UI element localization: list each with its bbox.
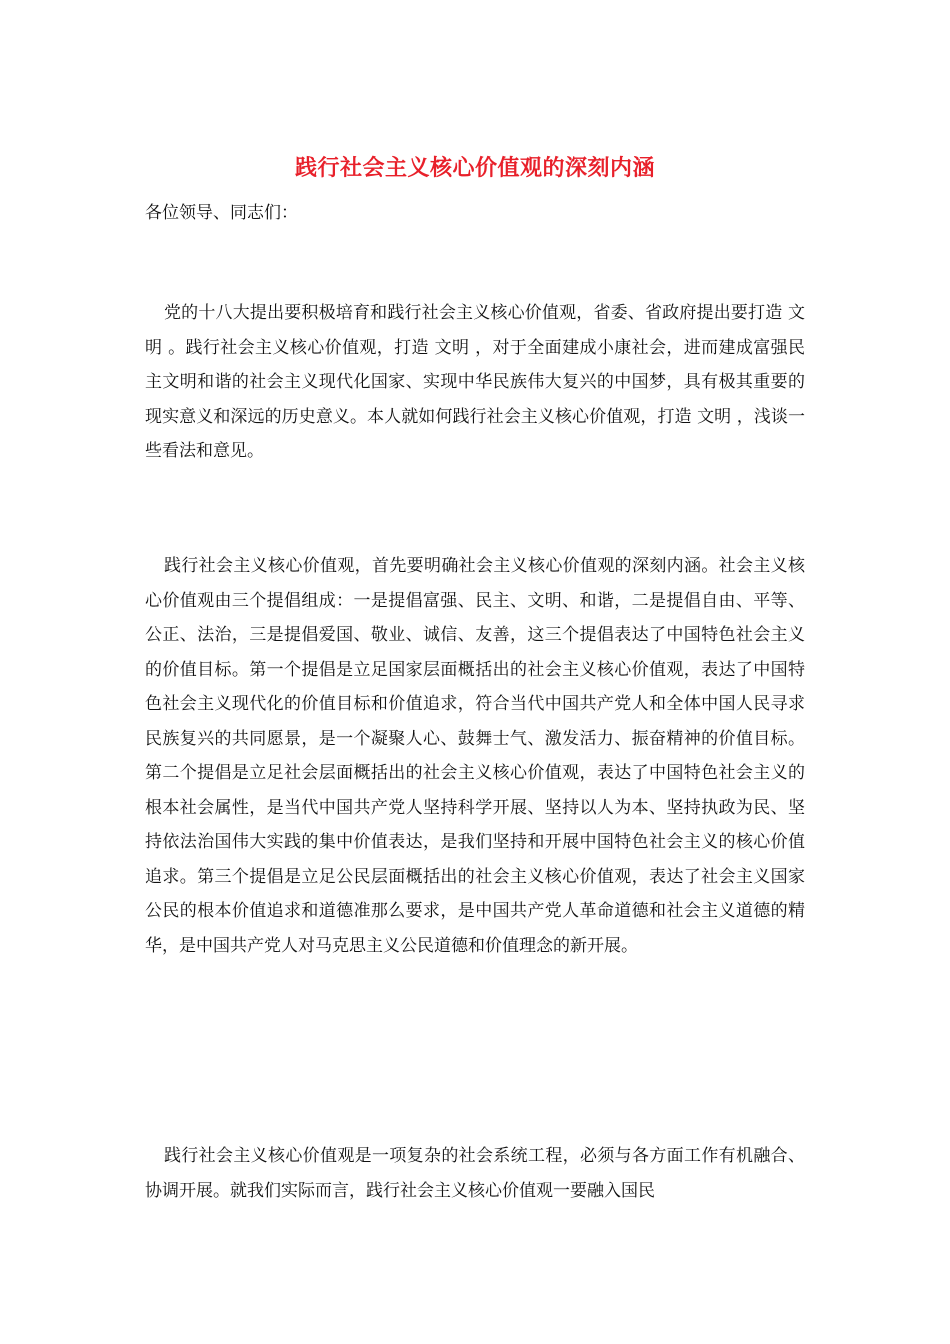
greeting-line: 各位领导、同志们： (145, 203, 298, 223)
document-title: 践行社会主义核心价值观的深刻内涵 (294, 155, 655, 181)
paragraph-3: 践行社会主义核心价值观是一项复杂的社会系统工程，必须与各方面工作有机融合、协调开展。就我们实际而言，践行社会主义核心价值观一要融入国民 (145, 1146, 805, 1201)
paragraph-2: 践行社会主义核心价值观，首先要明确社会主义核心价值观的深刻内涵。社会主义核心价值观由三个提倡组成：一是提倡富强、民主、文明、和谐，二是提倡自由、平等、公正、法治，三是提倡爱国、敬业、诚信、友善，这三个提倡表达了中国特色社会主义的价值目标。第一个提倡是立足国家层面概括出的社会主义核心价值观，表达了中国特色社会主义现代化的价值目标和价值追求，符合当代中国共产党人和全体中国人民寻求民族复兴的共同愿景，是一个凝聚人心、鼓舞士气、激发活力、振奋精神的价值目标。第二个提倡是立足社会层面概括出的社会主义核心价值观，表达了中国特色社会主义的根本社会属性，是当代中国共产党人坚持科学开展、坚持以人为本、坚持执政为民、坚持依法治国伟大实践的集中价值表达，是我们坚持和开展中国特色社会主义的核心价值追求。第三个提倡是立足公民层面概括出的社会主义核心价值观，表达了社会主义国家公民的根本价值追求和道德准那么要求，是中国共产党人革命道德和社会主义道德的精华，是中国共产党人对马克思主义公民道德和价值理念的新开展。 (145, 556, 805, 956)
paragraph-1: 党的十八大提出要积极培育和践行社会主义核心价值观，省委、省政府提出要打造 文明 。践行社会主义核心价值观，打造 文明 ，对于全面建成小康社会，进而建成富强民主文明和谐的社会主义现代化国家、实现中华民族伟大复兴的中国梦，具有极其重要的现实意义和深远的历史意义。本人就如何践行社会主义核心价值观，打造 文明 ，浅谈一些看法和意见。 (145, 303, 805, 461)
